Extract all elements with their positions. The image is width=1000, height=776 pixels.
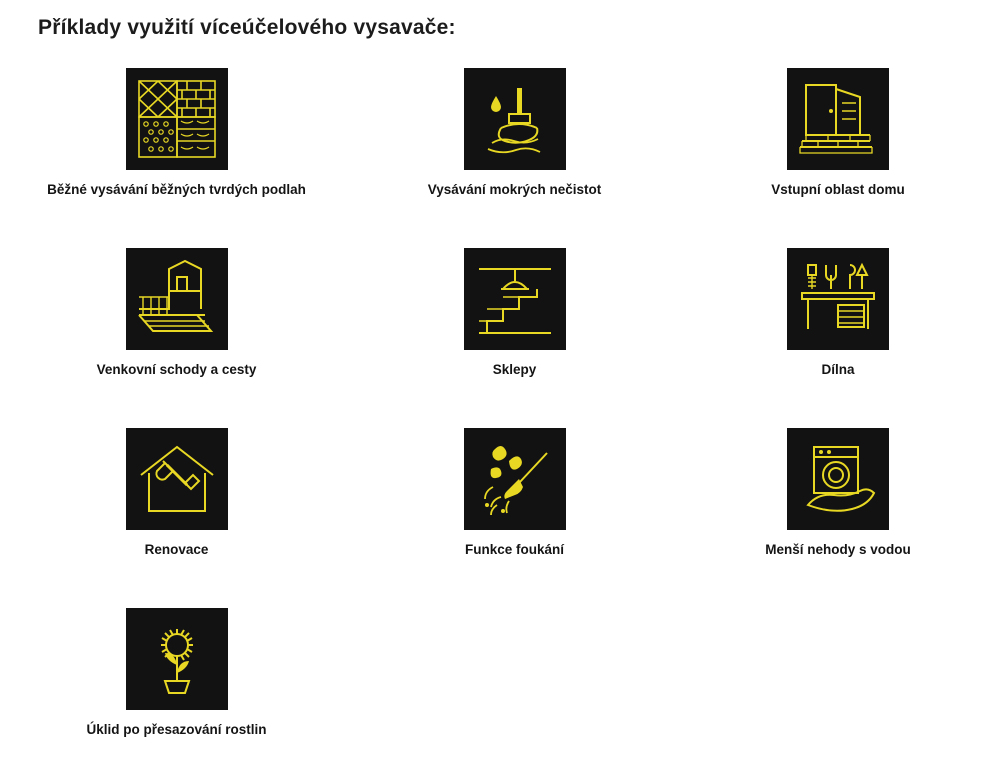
usage-item-cellar (353, 236, 676, 416)
workshop-icon (798, 259, 878, 339)
icon-tile (126, 248, 228, 350)
page-title: Příklady využití víceúčelového vysavače: (38, 16, 456, 39)
plant-repotting-icon (137, 619, 217, 699)
usage-item-label: Funkce foukání (464, 542, 564, 557)
usage-item-renovation (0, 416, 353, 596)
usage-item-hard-floors (0, 56, 353, 236)
water-accident-icon (798, 439, 878, 519)
usage-item-label: Úklid po přesazování rostlin (86, 722, 267, 737)
icon-tile (787, 68, 889, 170)
usage-item-blower (353, 416, 676, 596)
usage-item-label: Běžné vysávání běžných tvrdých podlah (47, 182, 306, 197)
cellar-icon (475, 259, 555, 339)
house-entrance-icon (798, 79, 878, 159)
outdoor-stairs-icon (135, 257, 219, 341)
icon-tile (464, 248, 566, 350)
usage-item-water-accident (676, 416, 1000, 596)
usage-item-label: Vysávání mokrých nečistot (427, 182, 602, 197)
renovation-icon (137, 439, 217, 519)
icon-tile (787, 248, 889, 350)
usage-item-house-entrance (676, 56, 1000, 236)
usage-item-plant-repotting (0, 596, 353, 776)
usage-examples-grid (0, 56, 1000, 776)
usage-item-label: Sklepy (492, 362, 537, 377)
usage-item-label: Venkovní schody a cesty (96, 362, 257, 377)
hard-floors-icon (135, 77, 219, 161)
usage-item-workshop (676, 236, 1000, 416)
icon-tile (126, 608, 228, 710)
usage-item-outdoor-stairs (0, 236, 353, 416)
icon-tile (787, 428, 889, 530)
icon-tile (126, 68, 228, 170)
wet-dirt-icon (476, 80, 554, 158)
icon-tile (464, 68, 566, 170)
usage-item-label: Dílna (821, 362, 855, 377)
icon-tile (126, 428, 228, 530)
usage-item-label: Renovace (144, 542, 209, 557)
usage-item-label: Vstupní oblast domu (771, 182, 905, 197)
usage-item-wet-dirt (353, 56, 676, 236)
blower-function-icon (475, 439, 555, 519)
icon-tile (464, 428, 566, 530)
usage-item-label: Menší nehody s vodou (765, 542, 911, 557)
